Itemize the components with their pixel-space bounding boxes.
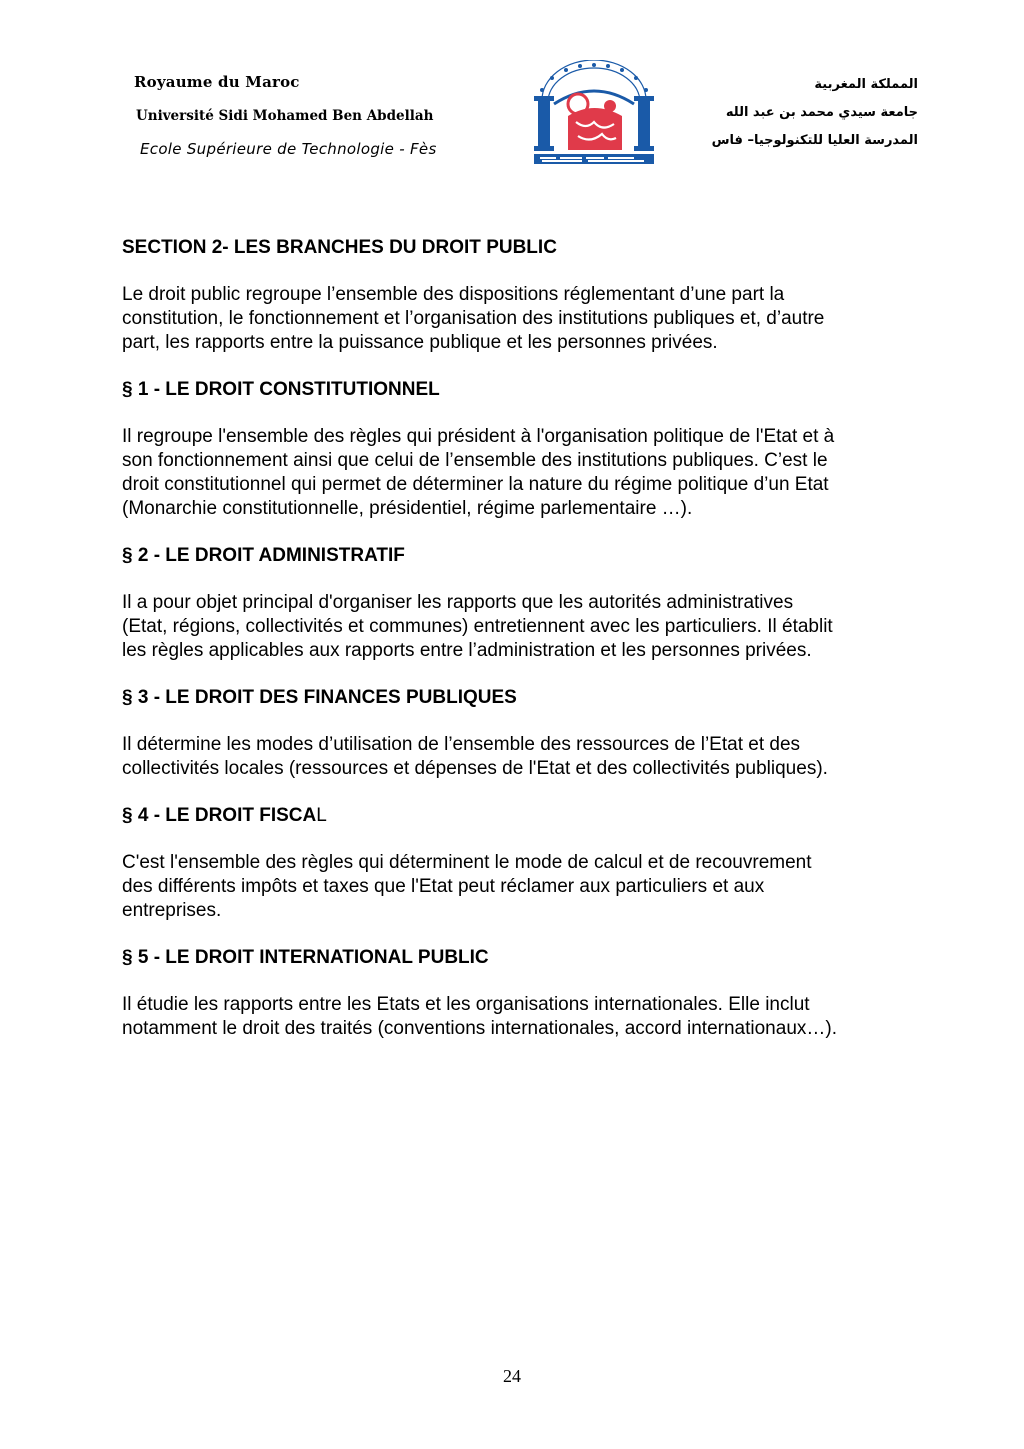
text-line: (Monarchie constitutionnelle, présidentiel, régime parlementaire …). — [122, 498, 693, 519]
text-line: les règles applicables aux rapports entre l’administration et les personnes privées. — [122, 640, 812, 661]
text-line: Il étudie les rapports entre les Etats et les organisations internationales. Elle inclut — [122, 994, 810, 1015]
text-line: droit constitutionnel qui permet de déterminer la nature du régime politique d’un Etat — [122, 474, 829, 495]
text-line: des différents impôts et taxes que l'Etat peut réclamer aux particuliers et aux — [122, 876, 765, 897]
subsection-paragraph-3 — [122, 733, 912, 781]
text-line: (Etat, régions, collectivités et communes) entretiennent avec les particuliers. Il établit — [122, 616, 833, 637]
subsection-heading-3: § 3 - LE DROIT DES FINANCES PUBLIQUES — [122, 687, 517, 708]
text-line: Il détermine les modes d’utilisation de l’ensemble des ressources de l’Etat et des — [122, 734, 801, 755]
text-line: Le droit public regroupe l’ensemble des dispositions réglementant d’une part la — [122, 284, 785, 305]
section-title: SECTION 2- LES BRANCHES DU DROIT PUBLIC — [122, 237, 557, 258]
text-line: C'est l'ensemble des règles qui déterminent le mode de calcul et de recouvrement — [122, 852, 812, 873]
heading-tail: L — [316, 805, 327, 826]
text-line: Il regroupe l'ensemble des règles qui président à l'organisation politique de l'Etat et à — [122, 426, 835, 447]
subsection-paragraph-1 — [122, 425, 912, 521]
text-line: Il a pour objet principal d'organiser les rapports que les autorités administratives — [122, 592, 794, 613]
kingdom-name-arabic: المملكة المغربية — [814, 77, 918, 92]
page-number: 24 — [503, 1366, 521, 1386]
subsection-paragraph-4 — [122, 851, 912, 923]
kingdom-name: Royaume du Maroc — [134, 73, 300, 91]
header-right-block — [712, 76, 918, 160]
subsection-paragraph-5 — [122, 993, 912, 1041]
subsection-heading-5: § 5 - LE DROIT INTERNATIONAL PUBLIC — [122, 947, 489, 968]
subsection-paragraph-2 — [122, 591, 912, 663]
text-line: constitution, le fonctionnement et l’organisation des institutions publiques et, d’autre — [122, 308, 825, 329]
university-name-arabic: جامعة سيدي محمد بن عبد الله — [725, 105, 918, 120]
text-line: collectivités locales (ressources et dépenses de l'Etat et des collectivités publiques). — [122, 758, 828, 779]
intro-paragraph — [122, 283, 912, 355]
document-body — [122, 236, 912, 1041]
university-seal-icon — [528, 60, 660, 168]
header-left-block — [134, 72, 437, 159]
school-name: Ecole Supérieure de Technologie - Fès — [140, 140, 437, 158]
text-line: notamment le droit des traités (conventions internationales, accord internationaux…). — [122, 1018, 837, 1039]
text-line: part, les rapports entre la puissance publique et les personnes privées. — [122, 332, 718, 353]
school-name-arabic: المدرسة العليا للتكنولوجيا– فاس — [711, 133, 918, 148]
heading-bold-part: § 4 - LE DROIT FISCA — [122, 805, 317, 826]
text-line: son fonctionnement ainsi que celui de l’ensemble des institutions publiques. C’est le — [122, 450, 828, 471]
subsection-heading-2: § 2 - LE DROIT ADMINISTRATIF — [122, 545, 405, 566]
university-name: Université Sidi Mohamed Ben Abdellah — [136, 108, 434, 124]
subsection-heading-4 — [122, 804, 912, 828]
subsection-heading-1: § 1 - LE DROIT CONSTITUTIONNEL — [122, 379, 440, 400]
document-header — [0, 0, 1024, 200]
text-line: entreprises. — [122, 900, 222, 921]
